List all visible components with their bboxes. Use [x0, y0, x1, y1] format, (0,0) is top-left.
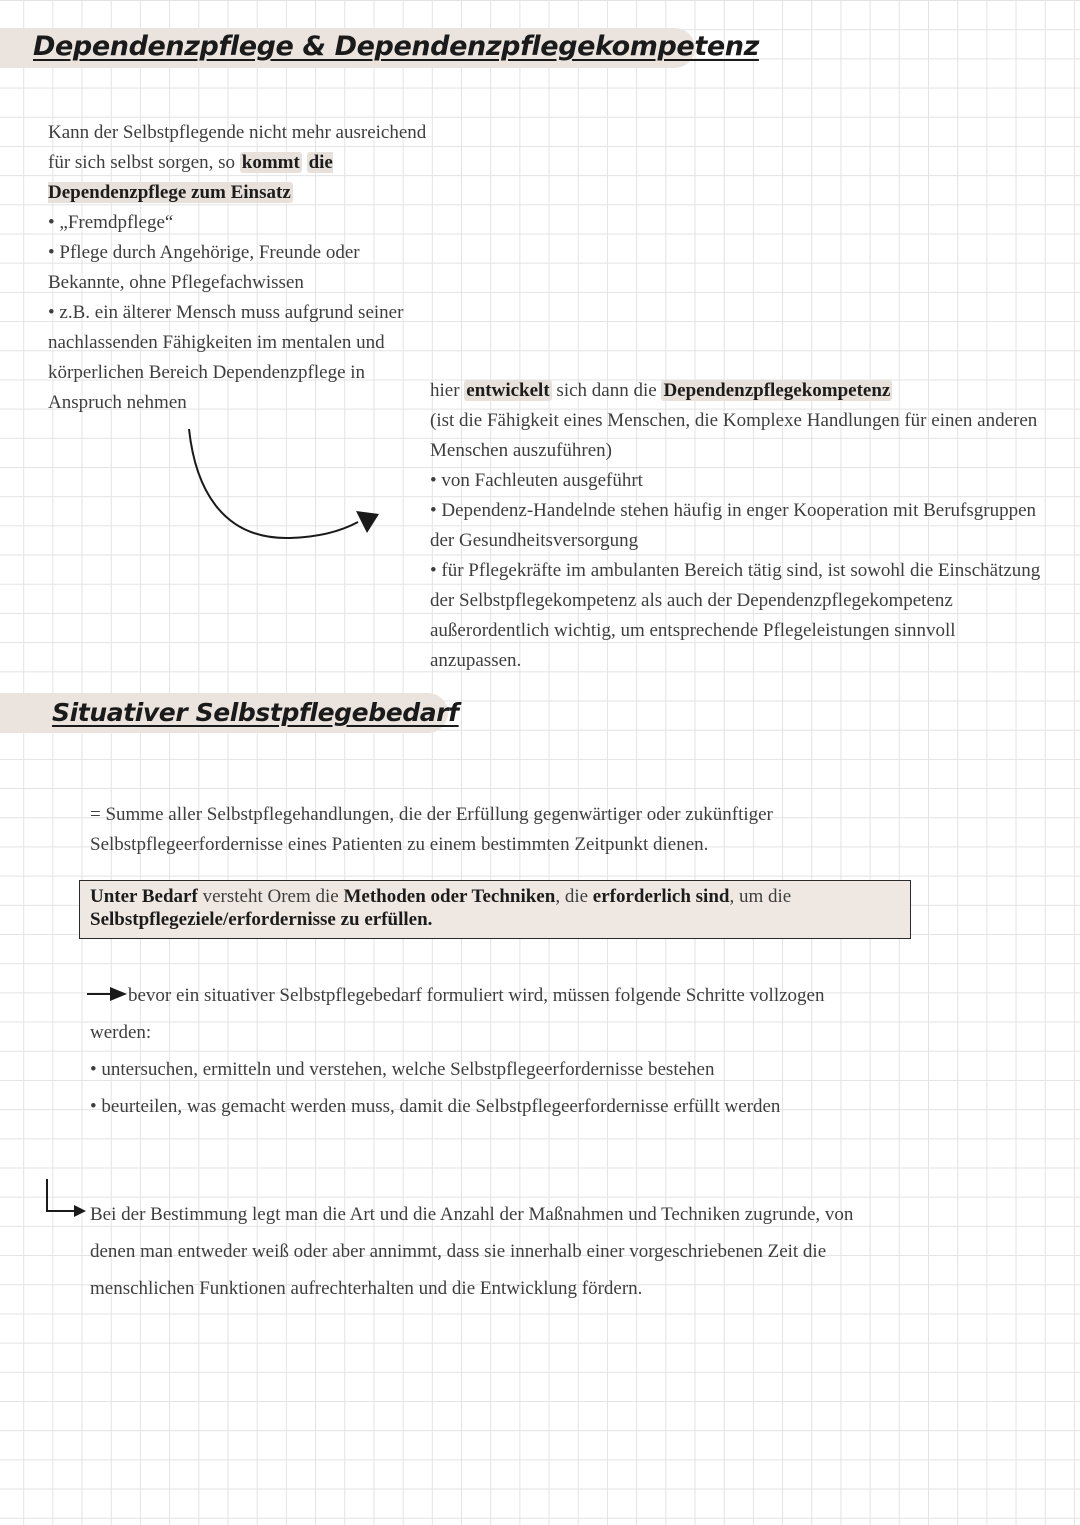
- bullet-item: • Pflege durch Angehörige, Freunde oder Bekannte, ohne Pflegefachwissen: [48, 242, 360, 293]
- bullet-item: • „Fremdpflege“: [48, 212, 174, 233]
- intro-text: Kann der Selbstpflegende nicht mehr ausreichend für sich selbst sorgen, so: [48, 122, 427, 173]
- section1-title: Dependenzpflege & Dependenzpflegekompetenz: [33, 31, 759, 62]
- intro-kommt: kommt: [241, 152, 300, 173]
- entwickelt-emphasis: entwickelt: [466, 380, 550, 401]
- corner-arrow-icon: [44, 1178, 88, 1222]
- competence-intro: hier entwickelt sich dann die Dependenzpflegekompetenz: [430, 380, 891, 401]
- competence-term: Dependenzpflegekompetenz: [663, 380, 891, 401]
- bullet-item: • z.B. ein älterer Mensch muss aufgrund seiner nachlassenden Fähigkeiten im mentalen und körperlichen Bereich Dependenzpflege in Anspruch nehmen: [48, 302, 404, 413]
- step-item: • beurteilen, was gemacht werden muss, damit die Selbstpflegeerfordernisse erfüllt werden: [90, 1096, 781, 1117]
- orem-definition-box: Unter Bedarf versteht Orem die Methoden oder Techniken, die erforderlich sind, um die Selbstpflegeziele/erfordernisse zu erfüllen.: [79, 880, 911, 939]
- definition-text: = Summe aller Selbstpflegehandlungen, die der Erfüllung gegenwärtiger oder zukünftiger Selbstpflegeerfordernisse eines Patienten zu einem bestimmten Zeitpunkt dienen.: [90, 804, 773, 855]
- competence-definition: (ist die Fähigkeit eines Menschen, die Komplexe Handlungen für einen anderen Menschen auszuführen): [430, 410, 1038, 461]
- curved-arrow-icon: [180, 425, 385, 550]
- steps-intro: bevor ein situativer Selbstpflegebedarf formuliert wird, müssen folgende Schritte vollzogen werden:: [90, 985, 825, 1043]
- conclusion-text: Bei der Bestimmung legt man die Art und die Anzahl der Maßnahmen und Techniken zugrunde, von denen man entweder weiß oder aber annimmt, dass sie innerhalb einer vorgeschriebenen Zeit die menschlichen Funktionen aufrechterhalten und die Entwicklung fördern.: [90, 1204, 854, 1299]
- bullet-item: • für Pflegekräfte im ambulanten Bereich tätig sind, ist sowohl die Einschätzung der Selbstpflegekompetenz als auch der Dependenzpflegekompetenz außerordentlich wichtig, um entsprechende Pflegeleistungen sinnvoll anzupassen.: [430, 560, 1041, 671]
- section2-title: Situativer Selbstpflegebedarf: [52, 698, 459, 727]
- bullet-item: • Dependenz-Handelnde stehen häufig in enger Kooperation mit Berufsgruppen der Gesundheitsversorgung: [430, 500, 1037, 551]
- intro-emphasis: die Dependenzpflege zum Einsatz: [48, 152, 333, 203]
- steps-list: [90, 1051, 870, 1125]
- step-item: • untersuchen, ermitteln und verstehen, welche Selbstpflegeerfordernisse bestehen: [90, 1059, 715, 1080]
- section1-right-text: [430, 376, 1042, 676]
- section1-left-text: [48, 118, 440, 418]
- intro-paragraph: [48, 118, 440, 208]
- bullet-item: • von Fachleuten ausgeführt: [430, 470, 643, 491]
